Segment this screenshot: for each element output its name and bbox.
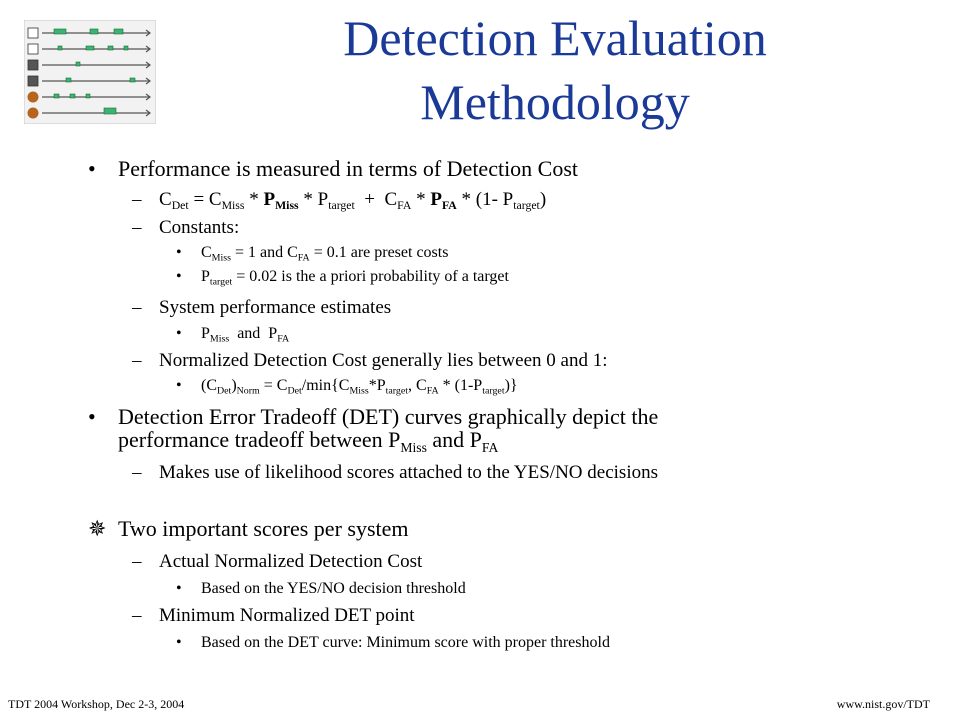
dash: – — [132, 551, 142, 572]
bullet-det-curves — [0, 405, 960, 455]
constants-text: Constants: — [159, 217, 240, 238]
dash: – — [132, 217, 142, 238]
dash: – — [132, 297, 142, 318]
minimum-det-detail-text: Based on the DET curve: Minimum score with proper threshold — [201, 634, 610, 651]
det-line-2: performance tradeoff between $P_{Miss}$ and $P_{FA}$ — [118, 427, 499, 455]
star-bullet-icon: ✵ — [88, 516, 107, 541]
bullet-dot: • — [176, 268, 182, 285]
constant-target-text: $P_{target} = 0.02$ is the a priori probability of a target — [201, 268, 509, 288]
stream-timeline-icon — [24, 20, 156, 124]
formula-text: $C_{Det} = C_{Miss} * P_{Miss} * P_{target} + C_{FA} * P_{FA} * (1-$ $P_{target}$) — [159, 189, 547, 213]
constant-target — [0, 268, 960, 290]
dash: – — [132, 350, 142, 371]
footer-url: www.nist.gov/TDT — [836, 697, 930, 711]
minimum-det-text: Minimum Normalized DET point — [159, 605, 415, 626]
slide-title — [250, 6, 860, 134]
dash: – — [132, 605, 142, 626]
bullet-dot: • — [176, 244, 182, 261]
estimates-values — [0, 325, 960, 347]
dash: – — [132, 462, 142, 483]
bullet-performance — [0, 156, 960, 184]
bullet-dot: • — [88, 156, 96, 181]
likelihood-text: Makes use of likelihood scores attached to the YES/NO decisions — [159, 462, 658, 483]
dash: – — [132, 189, 142, 210]
likelihood-item — [0, 462, 960, 488]
title-line-2: Methodology — [420, 74, 690, 130]
estimates-heading — [0, 297, 960, 323]
footer-left: TDT 2004 Workshop, Dec 2-3, 2004 — [8, 697, 185, 711]
actual-cost-item — [0, 551, 960, 577]
actual-cost-text: Actual Normalized Detection Cost — [159, 551, 423, 572]
normalized-text: Normalized Detection Cost generally lies between 0 and 1: — [159, 350, 608, 371]
constant-costs-text: $C_{Miss} = 1$ and $C_{FA} = 0.1$ are preset costs — [201, 244, 449, 264]
actual-cost-detail — [0, 580, 960, 602]
bullet-dot: • — [176, 377, 182, 394]
bullet-dot: • — [176, 580, 182, 597]
det-line-1: Detection Error Tradeoff (DET) curves graphically depict the — [118, 404, 659, 429]
bullet-dot: • — [88, 404, 96, 429]
bullet-dot: • — [176, 634, 182, 651]
title-line-1: Detection Evaluation — [343, 10, 767, 66]
bullet-dot: • — [176, 325, 182, 342]
minimum-det-item — [0, 605, 960, 631]
normalized-heading — [0, 350, 960, 376]
constants-heading — [0, 217, 960, 243]
minimum-det-detail — [0, 634, 960, 656]
normalized-formula-text: $(C_{Det})_{Norm} = C_{Det}/\min\{C_{Miss}*P_{target}$, $C_{FA} * (1-P_{target})$} — [201, 377, 518, 397]
bullet-text: Performance is measured in terms of Detection Cost — [118, 156, 579, 181]
two-scores-text: Two important scores per system — [118, 516, 409, 541]
estimates-values-text: $P_{Miss}$ and $P_{FA}$ — [201, 325, 290, 345]
estimates-text: System performance estimates — [159, 297, 392, 318]
cost-formula — [0, 189, 960, 215]
constant-costs — [0, 244, 960, 266]
normalized-formula — [0, 377, 960, 399]
bullet-two-scores — [0, 516, 960, 544]
actual-cost-detail-text: Based on the YES/NO decision threshold — [201, 580, 466, 597]
